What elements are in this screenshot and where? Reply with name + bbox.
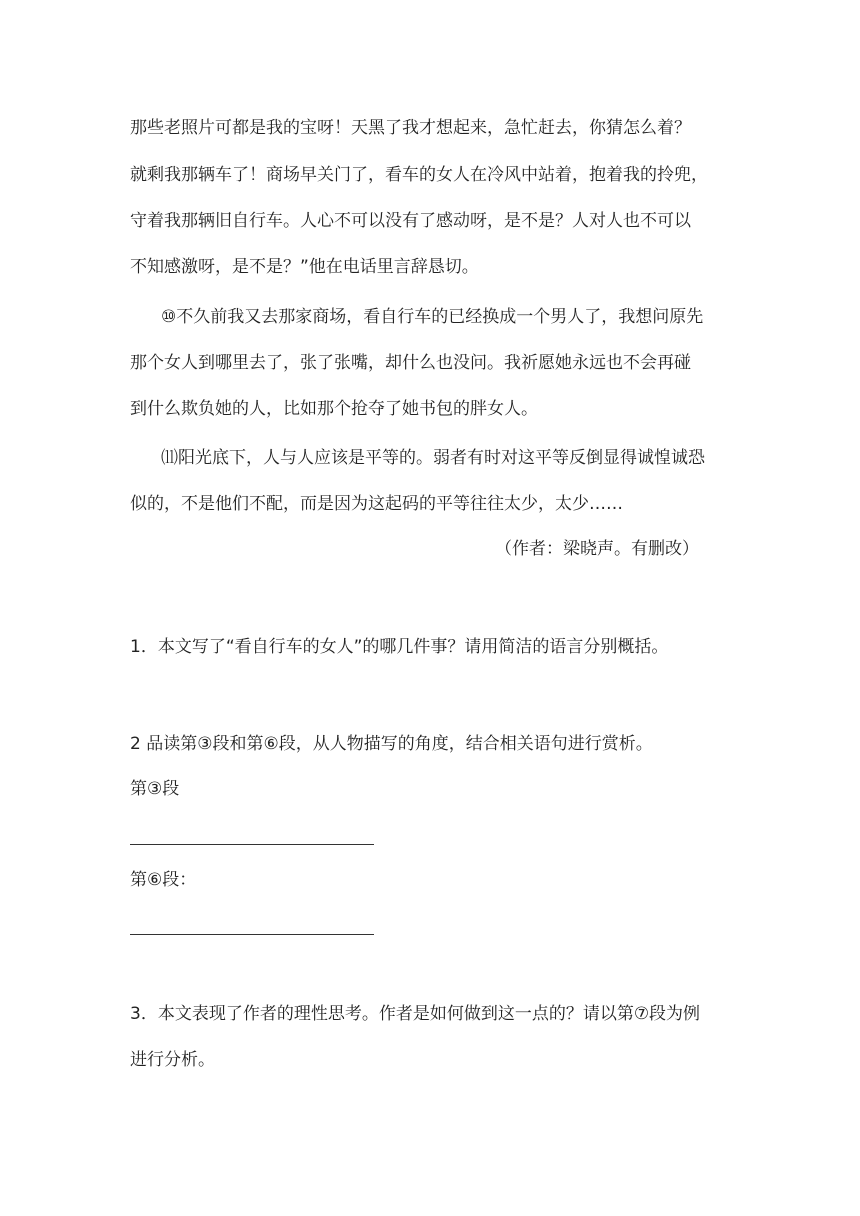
question-3-line: 进行分析。 (130, 1050, 215, 1070)
question-1: 1．本文写了“看自行车的女人”的哪几件事？请用简洁的语言分别概括。 (130, 637, 669, 657)
paragraph-11-line: ⑾阳光底下，人与人应该是平等的。弱者有时对这平等反倒显得诚惶诚恐 (161, 448, 705, 468)
question-3-line: 3．本文表现了作者的理性思考。作者是如何做到这一点的？请以第⑦段为例 (130, 1004, 701, 1024)
answer-blank-para-3[interactable] (130, 844, 374, 845)
paragraph-10-line: ⑩不久前我又去那家商场，看自行车的已经换成一个男人了，我想问原先 (161, 307, 704, 327)
question-2: 2 品读第③段和第⑥段，从人物描写的角度，结合相关语句进行赏析。 (130, 734, 653, 754)
question-2-label-para-3: 第③段 (130, 779, 180, 799)
question-2-label-para-6: 第⑥段： (130, 870, 197, 890)
paragraph-10-line: 到什么欺负她的人，比如那个抢夺了她书包的胖女人。 (130, 399, 538, 419)
passage-line: 那些老照片可都是我的宝呀！天黑了我才想起来，急忙赶去，你猜怎么着？ (130, 118, 691, 138)
answer-blank-para-6[interactable] (130, 934, 374, 935)
paragraph-10-line: 那个女人到哪里去了，张了张嘴，却什么也没问。我祈愿她永远也不会再碰 (130, 353, 691, 373)
paragraph-11-line: 似的，不是他们不配，而是因为这起码的平等往往太少，太少…… (130, 494, 623, 514)
passage-line: 就剩我那辆车了！商场早关门了，看车的女人在冷风中站着，抱着我的拎兜， (130, 165, 708, 185)
author-attribution: （作者：梁晓声。有删改） (495, 539, 699, 559)
passage-line: 守着我那辆旧自行车。人心不可以没有了感动呀，是不是？人对人也不可以 (130, 211, 691, 231)
passage-line: 不知感激呀，是不是？”他在电话里言辞恳切。 (130, 257, 479, 277)
